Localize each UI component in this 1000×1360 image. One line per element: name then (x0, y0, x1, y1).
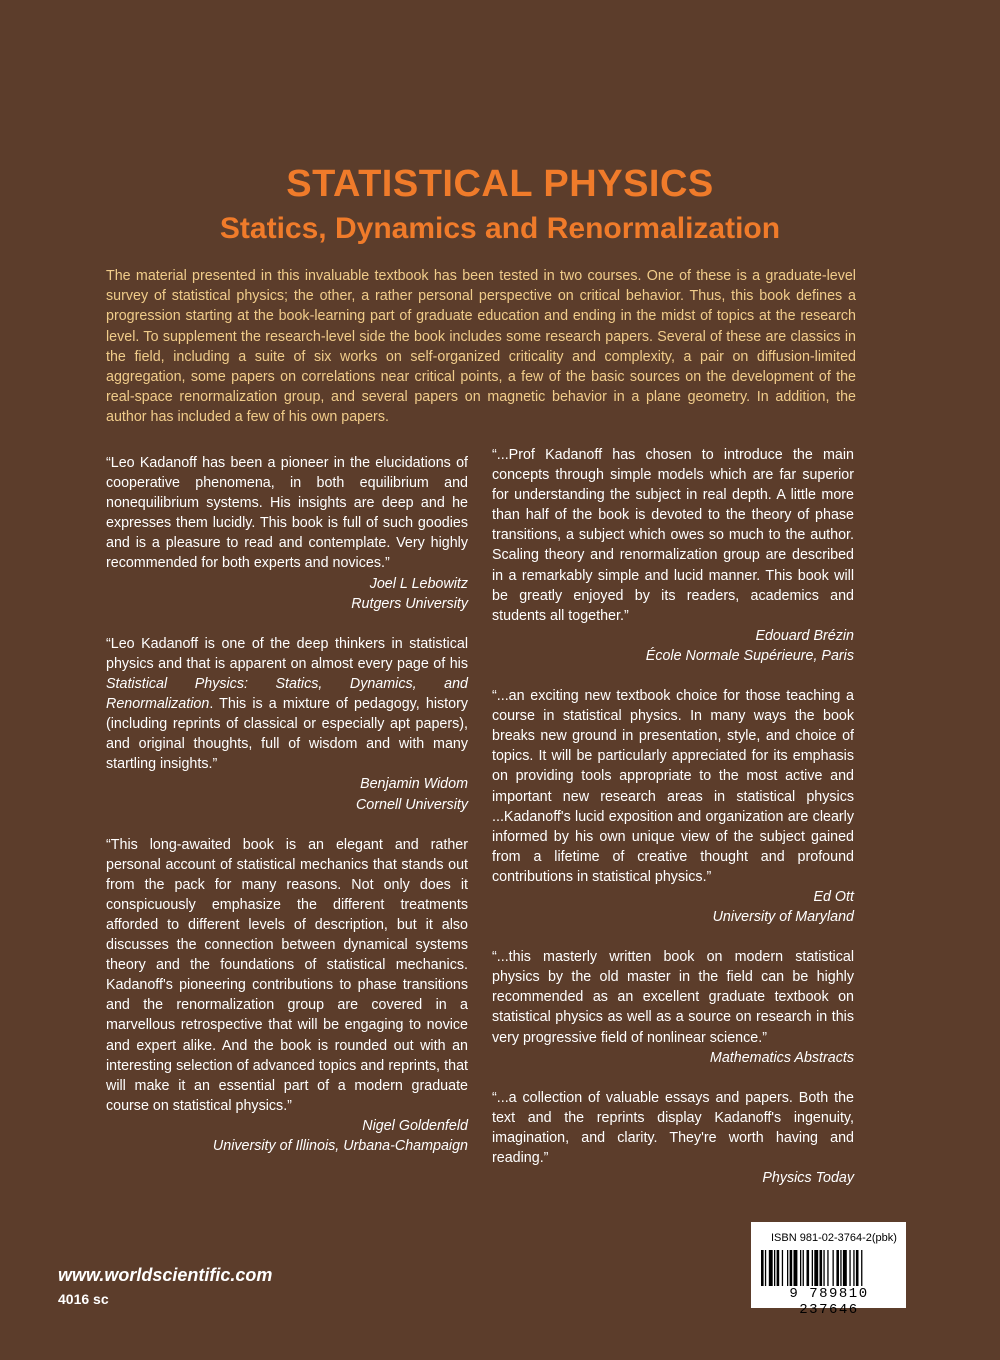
reviewer-name: Edouard Brézin (755, 627, 854, 644)
isbn-number: 9 789810 237646 (789, 1286, 869, 1318)
review-math-abstracts (492, 947, 854, 1068)
book-title-italic: Statistical Physics: Statics, Dynamics, and Renormalization (106, 675, 468, 713)
reviewer-name: Nigel Goldenfeld (362, 1117, 468, 1134)
isbn-barcode (751, 1222, 906, 1318)
review-brezin (492, 445, 854, 666)
barcode-bars-icon (759, 1250, 899, 1286)
review-quote (106, 634, 468, 775)
book-description: The material presented in this invaluable textbook has been tested in two courses. One of these is a graduate-level survey of statistical physics; the other, a rather personal perspective on critical behavior. Thus, this book defines a progression starting at the book-learning part of graduate education and ending in the midst of topics at the research level. To supplement the research-level side the book includes some research papers. Several of these are classics in the field, including a suite of six works on self-organized criticality and complexity, a pair on diffusion-limited aggregation, some papers on correlations near critical points, a few of the basic sources on the development of the real-space renormalization group, and several papers on magnetic behavior in a plane geometry. In addition, the author has included a few of his own papers. (106, 268, 856, 426)
review-physics-today (492, 1088, 854, 1188)
review-quote: “...this masterly written book on modern statistical physics by the old master in the field can be highly recommended as an excellent graduate textbook on statistical physics as well as a source on research in this very progressive field of nonlinear science.” (492, 949, 854, 1046)
reviewer-affiliation: University of Illinois, Urbana-Champaign (212, 1138, 468, 1154)
catalog-code: 4016 sc (58, 1291, 109, 1307)
reviews-left-column (106, 453, 468, 1156)
reviewer-name: Ed Ott (813, 888, 854, 905)
isbn-label: ISBN 981-02-3764-2(pbk) (771, 1232, 897, 1244)
book-subtitle: Statics, Dynamics and Renormalization (219, 212, 781, 245)
review-quote-end: . This is a mixture of pedagogy, history (including reprints of classical or especially apt papers), and original thoughts, full of wisdom and with many startling insights.” (106, 696, 468, 773)
review-widom (106, 634, 468, 815)
review-quote: “...a collection of valuable essays and papers. Both the text and the reprints display Kadanoff's ingenuity, imagination, and clarity. They're worth having and reading.” (492, 1089, 854, 1166)
reviewer-name: Benjamin Widom (360, 776, 468, 793)
reviewer-name: Physics Today (762, 1170, 854, 1187)
publisher-url: www.worldscientific.com (58, 1265, 273, 1285)
reviewer-affiliation: University of Maryland (712, 909, 854, 926)
review-quote-start: “Leo Kadanoff is one of the deep thinkers in statistical physics and that is apparent on almost every page of his (106, 635, 468, 672)
reviewer-name: Joel L Lebowitz (369, 575, 468, 592)
review-quote: “Leo Kadanoff has been a pioneer in the elucidations of cooperative phenomena, in both equilibrium and nonequilibrium systems. His insights are deep and he expresses them lucidly. This book is full of such goodies and is a pleasure to read and contemplate. Very highly recommended for both experts and novices.” (106, 455, 468, 572)
reviewer-affiliation: Rutgers University (351, 595, 468, 612)
reviewer-affiliation: École Normale Supérieure, Paris (645, 647, 854, 664)
reviews-right-column (492, 445, 854, 1188)
review-goldenfeld (106, 835, 468, 1157)
review-lebowitz (106, 453, 468, 614)
reviewer-name: Mathematics Abstracts (709, 1049, 854, 1066)
review-quote: “This long-awaited book is an elegant and rather personal account of statistical mechanics that stands out from the pack for many reasons. Not only does it conspicuously emphasize the different treatments afforded to different levels of description, but it also discusses the connection between dynamical systems theory and the foundations of statistical mechanics. Kadanoff's pioneering contributions to phase transitions and the renormalization group are covered in a marvellous retrospective that will be engaging to novice and expert alike. And the book is rounded out with an interesting selection of advanced topics and reprints, that will make it an essential part of a modern graduate course on statistical physics.” (106, 836, 468, 1114)
review-quote: “...an exciting new textbook choice for those teaching a course in statistical physics. In many ways the book breaks new ground in presentation, style, and choice of topics. It will be particularly appreciated for its emphasis on providing tools appropriate to the most active and important new research areas in statistical physics ...Kadanoff's lucid exposition and organization are clearly informed by his own unique view of the subject gained from a lifetime of creative thought and profound contributions in statistical physics.” (492, 688, 854, 885)
review-ott (492, 686, 854, 927)
book-title: STATISTICAL PHYSICS (286, 163, 714, 205)
review-quote: “...Prof Kadanoff has chosen to introduce the main concepts through simple models which are far superior for understanding the subject in real depth. A little more than half of the book is devoted to the theory of phase transitions, a subject which owes so much to the author. Scaling theory and renormalization group are described in a remarkably simple and lucid manner. This book will be greatly enjoyed by its readers, academics and students all together.” (492, 447, 854, 624)
reviewer-affiliation: Cornell University (355, 796, 468, 813)
